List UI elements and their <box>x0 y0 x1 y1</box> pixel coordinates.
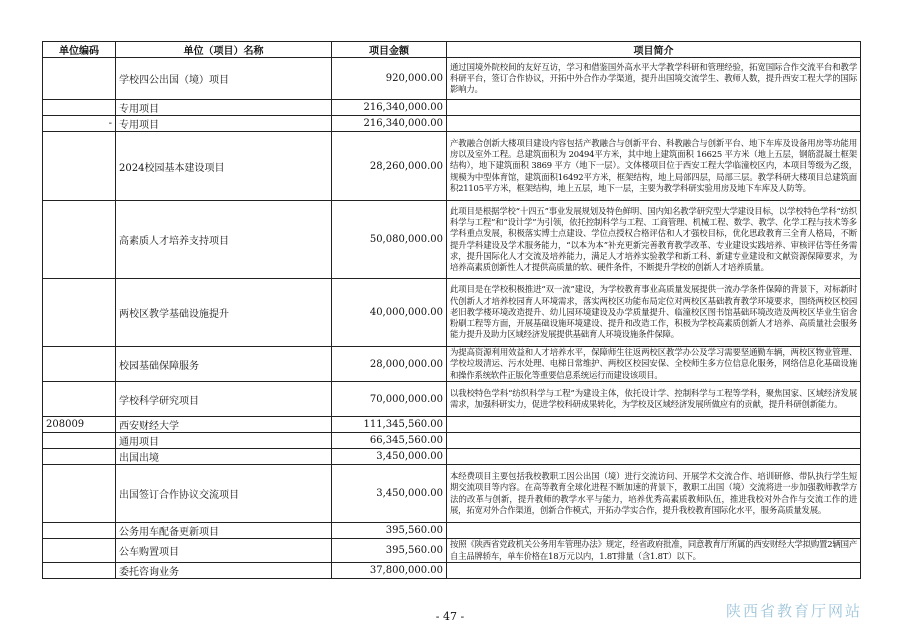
project-name: 通用项目 <box>116 433 332 449</box>
project-description: 此项目是根据学校“十四五”事业发展规划及特色鲜明、国内知名教学研究型大学建设目标，以学校特色学科“纺织科学与工程”和“设计学”为引领，依托控制科学与工程、工商管理、机械工程、数学、教学、化学工程与技术等多学科重点发展，积极落实博士点建设、学位点授权合格评估和人才强校目标，优化思政教育三全育人格局，不断提升学科建设及学术服务能力，“以本为本”补充更新完善教育教学改革、专业建设实践培养、审核评估等任务需求，提升国际化人才交流及培养能力，满足人才培养实验教学和新工科、新建专业建设和文献资源保障要求，为培养高素质创新性人才提供高质量的软、硬件条件，不断提升学校的创新人才培养质量。 <box>447 201 861 279</box>
table-row <box>43 417 861 433</box>
table-row <box>43 201 861 279</box>
unit-code <box>43 58 116 100</box>
unit-code <box>43 279 116 347</box>
table-row <box>43 279 861 347</box>
project-description <box>447 100 861 116</box>
project-description <box>447 563 861 579</box>
project-description: 此项目是在学校积极推进“双一流”建设，为学校教育事业高质量发展提供一流办学条件保障的背景下，对标新时代创新人才培养校园育人环境需求，落实两校区功能布局定位对两校区基础教育教学环境要求，围绕两校区校园老旧教学楼环境改造提升、幼儿园环境建设及办学质量提升、临潼校区图书馆基础环境改造及两校区毕业生宿舍粉刷工程等方面，开展基础设施环境建设、提升和改造工作，积极为学校高素质创新人才培养、高质量社会服务能力提升及助力区域经济发展提供基础育人环境设施条件保障。 <box>447 279 861 347</box>
project-name: 委托咨询业务 <box>116 563 332 579</box>
unit-code <box>43 449 116 465</box>
project-amount: 28,000,000.00 <box>332 347 447 382</box>
project-name: 专用项目 <box>116 100 332 116</box>
project-description <box>447 417 861 433</box>
table-row <box>43 433 861 449</box>
project-name: 公务用车配备更新项目 <box>116 523 332 539</box>
unit-code <box>43 433 116 449</box>
project-amount: 37,800,000.00 <box>332 563 447 579</box>
project-description: 通过国境外院校间的友好互访，学习和借鉴国外高水平大学教学科研和管理经验，拓宽国际合作交流平台和教学科研平台，签订合作协议，开拓中外合作办学渠道，提升出国境交流学生、教师人数，提升西安工程大学的国际影响力。 <box>447 58 861 100</box>
project-name: 出国签订合作协议交流项目 <box>116 465 332 523</box>
project-name: 学校科学研究项目 <box>116 382 332 417</box>
table-row <box>43 449 861 465</box>
project-description: 本经费项目主要包括我校教职工因公出国（境）进行交流访问、开展学术交流合作、培训研修、带队执行学生短期交流项目等内容。在高等教育全球化进程不断加速的背景下，教职工出国（境）交流将进一步加强教师教学方法的改革与创新，提升教师的教学水平与能力，培养优秀高素质教师队伍，推进我校对外合作与交流工作的进展，拓宽对外合作渠道，创新合作模式，开拓办学实合作，提升我校教育国际化水平，服务高质量发展。 <box>447 465 861 523</box>
unit-code: 208009 <box>43 417 116 433</box>
project-amount: 216,340,000.00 <box>332 116 447 132</box>
table-row <box>43 58 861 100</box>
project-description <box>447 116 861 132</box>
table-header-row <box>43 42 861 58</box>
unit-code <box>43 523 116 539</box>
project-description <box>447 523 861 539</box>
unit-code <box>43 132 116 201</box>
project-name: 学校四公出国（境）项目 <box>116 58 332 100</box>
project-amount: 3,450,000.00 <box>332 465 447 523</box>
table-row <box>43 539 861 563</box>
project-amount: 395,560.00 <box>332 539 447 563</box>
table-row <box>43 100 861 116</box>
project-name: 2024校园基本建设项目 <box>116 132 332 201</box>
unit-code <box>43 382 116 417</box>
table-row <box>43 132 861 201</box>
table-row <box>43 382 861 417</box>
project-name: 公车购置项目 <box>116 539 332 563</box>
header-unit-code: 单位编码 <box>43 42 116 58</box>
header-amount: 项目金额 <box>332 42 447 58</box>
unit-code <box>43 201 116 279</box>
table-row <box>43 116 861 132</box>
unit-code: - <box>43 116 116 132</box>
project-amount: 28,260,000.00 <box>332 132 447 201</box>
table-row <box>43 347 861 382</box>
unit-code <box>43 347 116 382</box>
project-name: 校园基础保障服务 <box>116 347 332 382</box>
project-amount: 70,000,000.00 <box>332 382 447 417</box>
header-unit-name: 单位（项目）名称 <box>116 42 332 58</box>
project-description: 为提高资源利用效益和人才培养水平，保障师生往返两校区教学办公及学习需要坚通勤车辆，两校区物业管理、学校垃圾清运、污水处理、电梯日常维护、两校区校园安保、全校师生多方位信息化服务，网络信息化基础设施和操作系统软件正版化等重要信息系统运行而建设该项目。 <box>447 347 861 382</box>
unit-code <box>43 539 116 563</box>
project-amount: 920,000.00 <box>332 58 447 100</box>
project-amount: 66,345,560.00 <box>332 433 447 449</box>
project-name: 西安财经大学 <box>116 417 332 433</box>
project-amount: 111,345,560.00 <box>332 417 447 433</box>
project-description: 以我校特色学科“纺织科学与工程”为建设主体，依托设计学、控制科学与工程等学科，聚焦国家、区域经济发展需求，加强科研实力，促进学校科研成果转化，为学校及区域经济发展所做应有的贡献，提升科研创新能力。 <box>447 382 861 417</box>
project-name: 出国出境 <box>116 449 332 465</box>
project-description: 按照《陕西省党政机关公务用车管理办法》规定，经省政府批准，同意教育厅所属的西安财经大学拟购置2辆国产自主品牌轿车，单车价格在18万元以内，1.8T排量（含1.8T）以下。 <box>447 539 861 563</box>
project-description: 产教融合创新大楼项目建设内容包括产教融合与创新平台、科教融合与创新平台、地下车库及设备用房等功能用房以及室外工程。总建筑面积为 20494平方米，其中地上建筑面积 16625 平方米（地上五层，钢筋混凝土框架结构），地下建筑面积 3869 平方（地下一层）。文体楼项目位于西安工程大学临潼校区内，本项目等级为乙级，规模为中型体育馆，建筑面积16492平方米，框架结构，地上局部四层，局部三层。教学科研大楼项目总建筑面积21105平方米，框架结构，地上五层，地下一层，主要为教学科研实验用房及地下车库及人防等。 <box>447 132 861 201</box>
project-amount: 216,340,000.00 <box>332 100 447 116</box>
project-name: 两校区教学基础设施提升 <box>116 279 332 347</box>
project-name: 高素质人才培养支持项目 <box>116 201 332 279</box>
unit-code <box>43 100 116 116</box>
site-watermark: 陕西省教育厅网站 <box>725 602 862 620</box>
page-number: - 47 - <box>435 610 465 623</box>
unit-code <box>43 563 116 579</box>
table-row <box>43 523 861 539</box>
project-amount: 50,080,000.00 <box>332 201 447 279</box>
project-name: 专用项目 <box>116 116 332 132</box>
budget-table <box>42 41 861 579</box>
table-row <box>43 563 861 579</box>
header-description: 项目简介 <box>447 42 861 58</box>
project-amount: 395,560.00 <box>332 523 447 539</box>
table-row <box>43 465 861 523</box>
project-amount: 40,000,000.00 <box>332 279 447 347</box>
project-description <box>447 433 861 449</box>
project-amount: 3,450,000.00 <box>332 449 447 465</box>
unit-code <box>43 465 116 523</box>
project-description <box>447 449 861 465</box>
